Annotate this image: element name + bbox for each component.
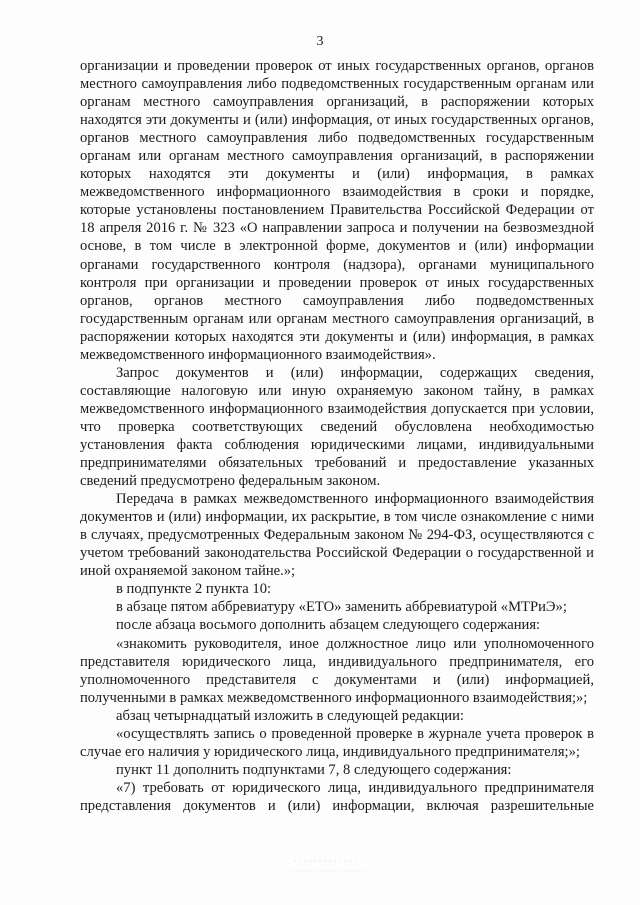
paragraph-add-after-eighth: после абзаца восьмого дополнить абзацем следующего содержания: xyxy=(116,617,541,634)
paragraph-continuation: организации и проведении проверок от иных государственных органов, органов местного самоуправления либо подведомственных государственным органам или органам местного самоуправления организаций, в распоряжении которых находятся эти документы и (или) информация, от иных государственных органов, органов местного самоуправления либо подведомственных государственным органам или органам местного самоуправления организаций, в распоряжении которых находятся эти документы и (или) информация, в рамках межведомственного информационного взаимодействия в сроки и порядке, которые установлены постановлением Правительства Российской Федерации от 18 апреля 2016 г. № 323 «О направлении запроса и получении на безвозмездной основе, в том числе в электронной форме, документов и (или) информации органами государственного контроля (надзора), органами муниципального контроля при организации и проведении проверок от иных государственных органов, органов местного самоуправления либо подведомственных государственным органам или органам местного самоуправления организаций, в распоряжении которых находятся эти документы и (или) информация, в рамках межведомственного информационного взаимодействия». xyxy=(80,58,594,363)
faint-stamp-artifact xyxy=(286,853,376,883)
paragraph-subpoint-2-point-10: в подпункте 2 пункта 10: xyxy=(116,581,272,598)
paragraph-journal-record: «осуществлять запись о проведенной проверке в журнале учета проверок в случае его наличия у юридического лица, индивидуального предпринимателя;»; xyxy=(80,725,594,760)
paragraph-point-11-additions: пункт 11 дополнить подпунктами 7, 8 следующего содержания: xyxy=(116,761,512,778)
paragraph-request-secret-info: Запрос документов и (или) информации, содержащих сведения, составляющие налоговую или иную охраняемую законом тайну, в рамках межведомственного информационного взаимодействия допускается при условии, что проверка соответствующих сведений обусловлена необходимостью установления факта соблюдения юридическими лицами, индивидуальными предпринимателями обязательных требований и предоставление указанных сведений предусмотрено федеральным законом. xyxy=(80,364,594,490)
paragraph-subpoint-7: «7) требовать от юридического лица, индивидуального предпринимателя представления документов и (или) информации, включая разрешительные xyxy=(80,779,594,814)
paragraph-fourteenth-abzac: абзац четырнадцатый изложить в следующей редакции: xyxy=(116,707,464,724)
document-body xyxy=(80,57,594,815)
paragraph-transfer-documents: Передача в рамках межведомственного информационного взаимодействия документов и (или) информации, их раскрытие, в том числе ознакомление с ними в случаях, предусмотренных Федеральным законом № 294-ФЗ, осуществляются с учетом требований законодательства Российской Федерации о государственной и иной охраняемой законом тайне.»; xyxy=(80,491,594,580)
paragraph-familiarize-representative: «знакомить руководителя, иное должностное лицо или уполномоченного представителя юридического лица, индивидуального предпринимателя, его уполномоченного представителя с документами и (или) информацией, полученными в рамках межведомственного информационного взаимодействия;»; xyxy=(80,635,594,706)
page-number: 3 xyxy=(316,34,324,49)
paragraph-abbreviation-change: в абзаце пятом аббревиатуру «ЕТО» заменить аббревиатурой «МТРиЭ»; xyxy=(116,599,567,616)
